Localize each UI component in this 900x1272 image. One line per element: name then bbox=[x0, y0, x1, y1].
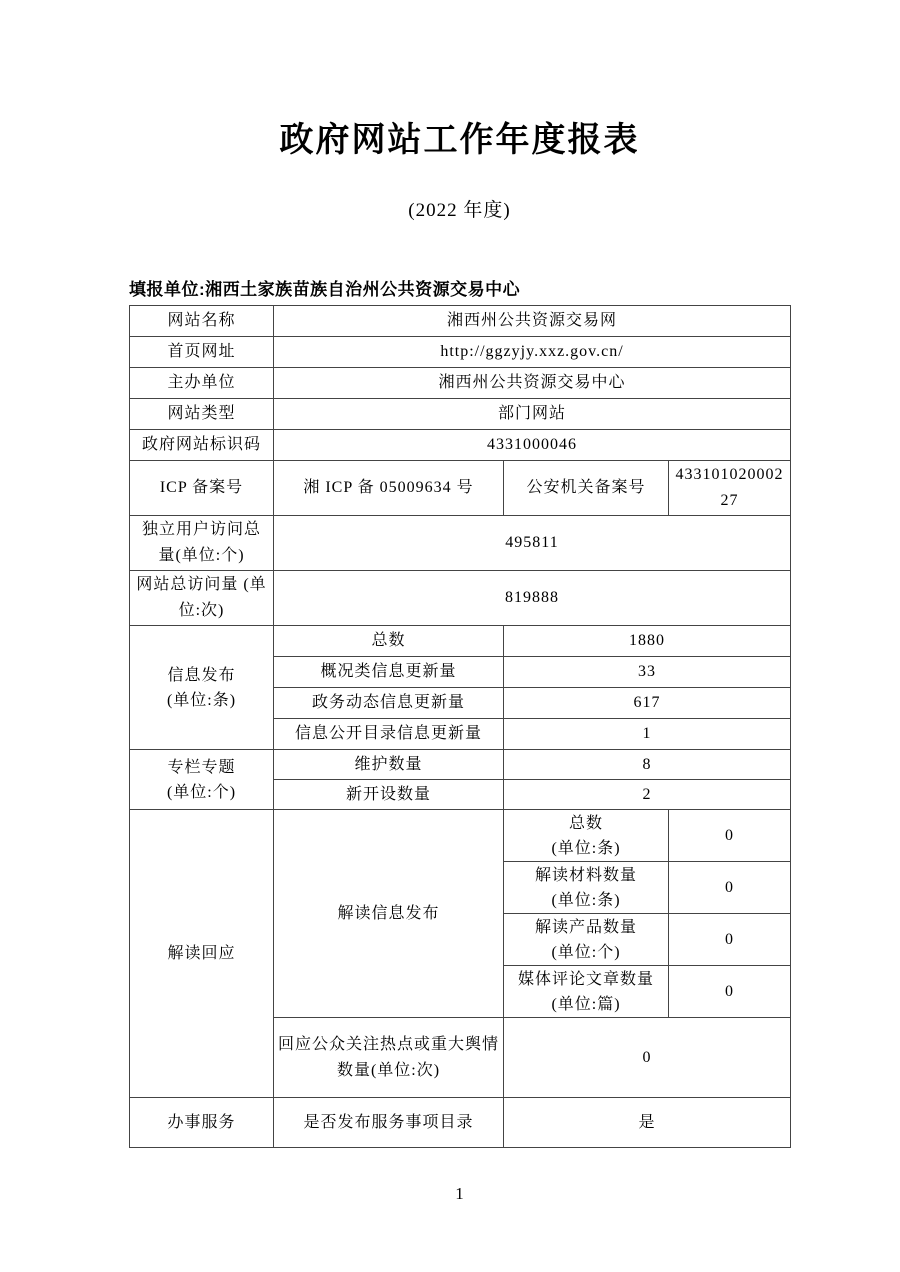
info-publish-name: 信息发布 bbox=[167, 666, 236, 684]
row-organizer bbox=[130, 368, 791, 399]
row-interp-total bbox=[130, 810, 791, 862]
organizer-value: 湘西州公共资源交易中心 bbox=[274, 368, 791, 399]
interp-product-unit: (单位:个) bbox=[551, 943, 621, 961]
interp-material-name: 解读材料数量 bbox=[534, 866, 637, 884]
site-id-code-label: 政府网站标识码 bbox=[130, 430, 274, 461]
interp-material-label bbox=[504, 862, 669, 914]
site-type-label: 网站类型 bbox=[130, 399, 274, 430]
special-columns-group bbox=[130, 750, 274, 810]
document-subtitle: (2022 年度) bbox=[408, 200, 511, 221]
interp-product-value: 0 bbox=[669, 914, 791, 966]
info-publish-news-label: 政务动态信息更新量 bbox=[274, 688, 504, 719]
total-visits-label: 网站总访问量 (单位:次) bbox=[130, 571, 274, 626]
service-catalog-value: 是 bbox=[504, 1098, 791, 1148]
annual-report-table bbox=[129, 305, 791, 1148]
row-unique-visitors bbox=[130, 516, 791, 571]
home-url-value: http://ggzyjy.xxz.gov.cn/ bbox=[274, 337, 791, 368]
info-publish-catalog-value: 1 bbox=[504, 719, 791, 750]
hotspot-label: 回应公众关注热点或重大舆情数量(单位:次) bbox=[274, 1018, 504, 1098]
info-publish-overview-value: 33 bbox=[504, 657, 791, 688]
page-number: 1 bbox=[455, 1184, 464, 1203]
row-service-catalog bbox=[130, 1098, 791, 1148]
document-title: 政府网站工作年度报表 bbox=[279, 121, 640, 159]
special-columns-name: 专栏专题 bbox=[167, 758, 236, 776]
service-catalog-label: 是否发布服务事项目录 bbox=[274, 1098, 504, 1148]
row-total-visits bbox=[130, 571, 791, 626]
police-record-label: 公安机关备案号 bbox=[504, 461, 669, 516]
columns-maintained-label: 维护数量 bbox=[274, 750, 504, 780]
interp-publish-group: 解读信息发布 bbox=[274, 810, 504, 1018]
columns-maintained-value: 8 bbox=[504, 750, 791, 780]
police-record-value: 43310102000227 bbox=[669, 461, 791, 516]
info-publish-unit: (单位:条) bbox=[166, 691, 237, 709]
interp-total-unit: (单位:条) bbox=[551, 839, 621, 857]
info-publish-news-value: 617 bbox=[504, 688, 791, 719]
columns-new-value: 2 bbox=[504, 780, 791, 810]
interpretation-group: 解读回应 bbox=[130, 810, 274, 1098]
interp-total-label bbox=[504, 810, 669, 862]
interp-media-label bbox=[504, 966, 669, 1018]
columns-new-label: 新开设数量 bbox=[274, 780, 504, 810]
interp-product-name: 解读产品数量 bbox=[534, 918, 637, 936]
row-site-name bbox=[130, 306, 791, 337]
interp-total-value: 0 bbox=[669, 810, 791, 862]
unique-visitors-label: 独立用户访问总量(单位:个) bbox=[130, 516, 274, 571]
interp-material-unit: (单位:条) bbox=[551, 891, 621, 909]
row-site-type bbox=[130, 399, 791, 430]
site-name-value: 湘西州公共资源交易网 bbox=[274, 306, 791, 337]
site-name-label: 网站名称 bbox=[130, 306, 274, 337]
total-visits-value: 819888 bbox=[274, 571, 791, 626]
interp-total-name: 总数 bbox=[568, 814, 603, 832]
service-group: 办事服务 bbox=[130, 1098, 274, 1148]
interp-product-label bbox=[504, 914, 669, 966]
site-type-value: 部门网站 bbox=[274, 399, 791, 430]
row-columns-maintained bbox=[130, 750, 791, 780]
info-publish-total-value: 1880 bbox=[504, 626, 791, 657]
home-url-label: 首页网址 bbox=[130, 337, 274, 368]
info-publish-total-label: 总数 bbox=[274, 626, 504, 657]
icp-label: ICP 备案号 bbox=[130, 461, 274, 516]
site-id-code-value: 4331000046 bbox=[274, 430, 791, 461]
document-content bbox=[129, 0, 790, 1204]
reporting-unit-line: 填报单位:湘西土家族苗族自治州公共资源交易中心 bbox=[129, 280, 521, 299]
info-publish-overview-label: 概况类信息更新量 bbox=[274, 657, 504, 688]
special-columns-unit: (单位:个) bbox=[166, 783, 237, 801]
row-home-url bbox=[130, 337, 791, 368]
interp-media-name: 媒体评论文章数量 bbox=[517, 970, 654, 988]
interp-material-value: 0 bbox=[669, 862, 791, 914]
info-publish-catalog-label: 信息公开目录信息更新量 bbox=[274, 719, 504, 750]
interp-media-value: 0 bbox=[669, 966, 791, 1018]
interp-media-unit: (单位:篇) bbox=[551, 995, 621, 1013]
organizer-label: 主办单位 bbox=[130, 368, 274, 399]
unique-visitors-value: 495811 bbox=[274, 516, 791, 571]
hotspot-value: 0 bbox=[504, 1018, 791, 1098]
icp-value: 湘 ICP 备 05009634 号 bbox=[274, 461, 504, 516]
info-publish-group bbox=[130, 626, 274, 750]
row-icp bbox=[130, 461, 791, 516]
row-info-publish-total bbox=[130, 626, 791, 657]
row-site-id-code bbox=[130, 430, 791, 461]
